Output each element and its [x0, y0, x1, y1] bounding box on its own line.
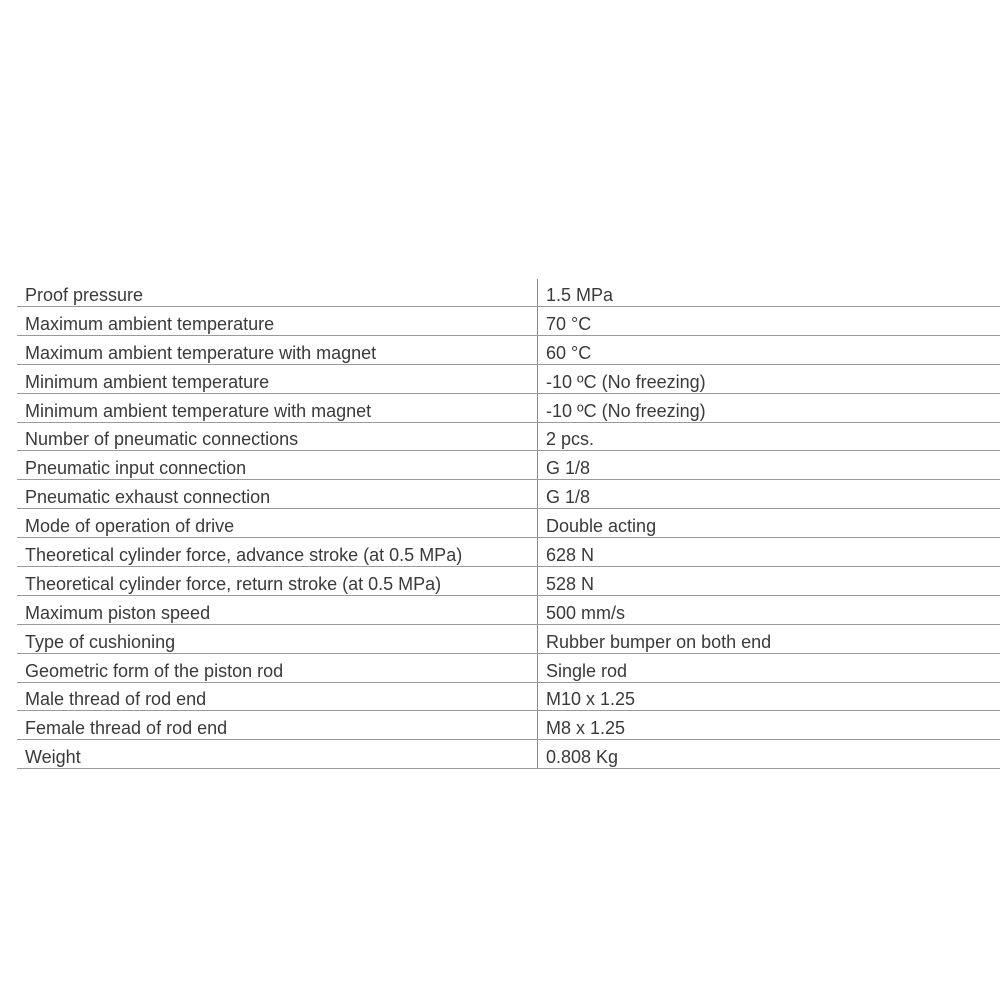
spec-value: 60 °C [538, 335, 1000, 364]
spec-row [17, 480, 1000, 509]
spec-value: Rubber bumper on both end [538, 624, 1000, 653]
spec-row [17, 451, 1000, 480]
spec-row [17, 422, 1000, 451]
spec-row [17, 653, 1000, 682]
spec-row [17, 393, 1000, 422]
spec-label: Theoretical cylinder force, return stroke (at 0.5 MPa) [17, 567, 538, 596]
spec-row [17, 335, 1000, 364]
spec-label: Maximum ambient temperature with magnet [17, 335, 538, 364]
spec-value: 500 mm/s [538, 595, 1000, 624]
spec-label: Proof pressure [17, 279, 538, 307]
spec-row [17, 740, 1000, 769]
spec-value: 70 °C [538, 307, 1000, 336]
spec-row [17, 595, 1000, 624]
spec-row [17, 509, 1000, 538]
spec-label: Minimum ambient temperature [17, 364, 538, 393]
spec-label: Weight [17, 740, 538, 769]
spec-label: Male thread of rod end [17, 682, 538, 711]
spec-value: 628 N [538, 538, 1000, 567]
spec-row [17, 567, 1000, 596]
spec-value: G 1/8 [538, 480, 1000, 509]
spec-label: Maximum ambient temperature [17, 307, 538, 336]
spec-value: M8 x 1.25 [538, 711, 1000, 740]
spec-value: M10 x 1.25 [538, 682, 1000, 711]
spec-label: Mode of operation of drive [17, 509, 538, 538]
spec-label: Minimum ambient temperature with magnet [17, 393, 538, 422]
spec-value: 0.808 Kg [538, 740, 1000, 769]
spec-row [17, 682, 1000, 711]
spec-value: 1.5 MPa [538, 279, 1000, 307]
spec-label: Pneumatic input connection [17, 451, 538, 480]
spec-label: Number of pneumatic connections [17, 422, 538, 451]
spec-value: -10 ºC (No freezing) [538, 364, 1000, 393]
spec-row [17, 307, 1000, 336]
spec-value: -10 ºC (No freezing) [538, 393, 1000, 422]
spec-value: G 1/8 [538, 451, 1000, 480]
spec-row [17, 279, 1000, 307]
spec-label: Female thread of rod end [17, 711, 538, 740]
spec-value: 2 pcs. [538, 422, 1000, 451]
spec-label: Theoretical cylinder force, advance stroke (at 0.5 MPa) [17, 538, 538, 567]
spec-row [17, 711, 1000, 740]
spec-label: Maximum piston speed [17, 595, 538, 624]
spec-label: Geometric form of the piston rod [17, 653, 538, 682]
spec-value: Single rod [538, 653, 1000, 682]
spec-value: Double acting [538, 509, 1000, 538]
spec-row [17, 624, 1000, 653]
spec-value: 528 N [538, 567, 1000, 596]
spec-row [17, 364, 1000, 393]
spec-row [17, 538, 1000, 567]
specifications-body [17, 279, 1000, 769]
spec-label: Type of cushioning [17, 624, 538, 653]
spec-label: Pneumatic exhaust connection [17, 480, 538, 509]
specifications-table [17, 279, 1000, 769]
